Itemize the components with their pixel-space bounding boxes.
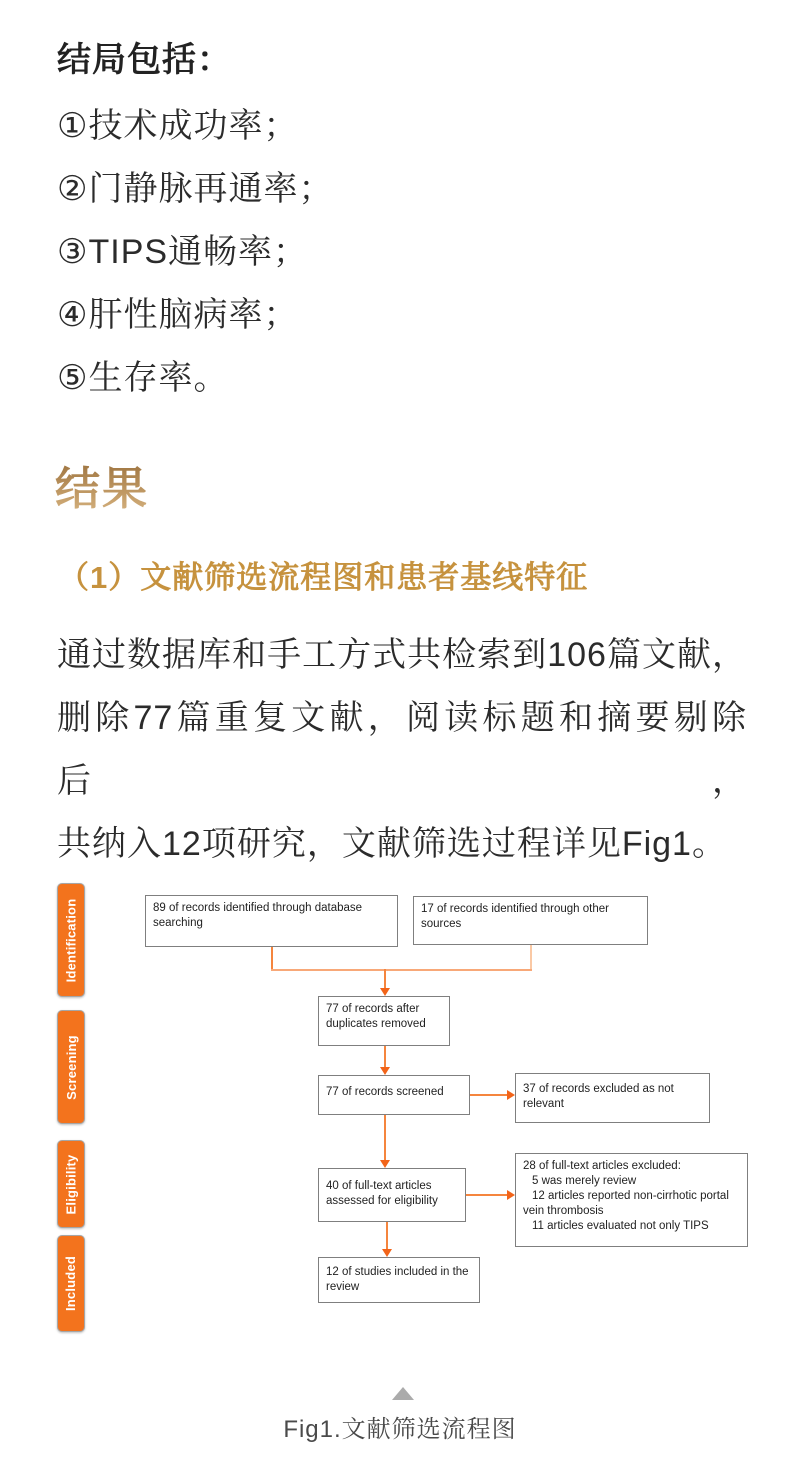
outcome-item-4: ④肝性脑病率；: [57, 296, 299, 334]
arrowhead-to-excluded-screening-icon: [507, 1090, 515, 1100]
flow-box-other-sources: 17 of records identified through other sources: [413, 896, 648, 945]
connector-merge-down: [384, 969, 386, 989]
fulltext-excluded-line-2: 5 was merely review: [532, 1175, 637, 1187]
outcome-item-3: ③TIPS通畅率；: [57, 233, 309, 271]
arrowhead-to-fulltext-icon: [380, 1160, 390, 1168]
flow-box-after-duplicates: 77 of records after duplicates removed: [318, 996, 450, 1046]
fulltext-excluded-line-3: 12 articles reported non-cirrhotic portal vein thrombosis: [523, 1190, 729, 1217]
flow-box-database-records: 89 of records identified through database searching: [145, 895, 398, 947]
arrowhead-to-excluded-fulltext-icon: [507, 1190, 515, 1200]
connector-duplicates-screened: [384, 1046, 386, 1067]
connector-merge-horizontal: [271, 969, 532, 971]
paragraph-line-2: 删除77篇重复文献，阅读标题和摘要剔除后，: [57, 699, 747, 800]
connector-fulltext-excluded: [466, 1194, 507, 1196]
stage-label-included-text: Included: [63, 1255, 79, 1312]
flow-box-fulltext-assessed: 40 of full-text articles assessed for eligibility: [318, 1168, 466, 1222]
paragraph-line-3: 共纳入12项研究，文献筛选过程详见Fig1。: [57, 825, 727, 863]
outcome-item-1: ①技术成功率；: [57, 107, 299, 145]
arrowhead-to-screened-icon: [380, 1067, 390, 1075]
connector-screened-excluded: [470, 1094, 507, 1096]
outcome-item-5: ⑤生存率。: [57, 359, 229, 397]
results-heading: 结果: [55, 464, 150, 514]
stage-label-identification-text: Identification: [63, 898, 79, 982]
stage-label-eligibility-text: Eligibility: [63, 1154, 79, 1214]
arrowhead-to-duplicates-icon: [380, 988, 390, 996]
flow-box-studies-included: 12 of studies included in the review: [318, 1257, 480, 1303]
fulltext-excluded-line-4: 11 articles evaluated not only TIPS: [532, 1220, 709, 1232]
connector-screened-fulltext: [384, 1115, 386, 1160]
connector-fulltext-included: [386, 1222, 388, 1250]
outcomes-heading: 结局包括：: [57, 41, 232, 79]
fulltext-excluded-line-1: 28 of full-text articles excluded:: [523, 1160, 681, 1172]
triangle-up-icon: [392, 1387, 414, 1400]
flow-box-excluded-not-relevant: 37 of records excluded as not relevant: [515, 1073, 710, 1123]
figure-caption: Fig1.文献筛选流程图: [283, 1416, 517, 1443]
flow-box-records-screened: 77 of records screened: [318, 1075, 470, 1115]
stage-label-included: [57, 1235, 85, 1332]
stage-label-eligibility: [57, 1140, 85, 1228]
connector-other-down: [530, 945, 532, 971]
arrowhead-to-included-icon: [382, 1249, 392, 1257]
section-subheading: （1）文献筛选流程图和患者基线特征: [58, 560, 589, 595]
outcome-item-2: ②门静脉再通率；: [57, 170, 334, 208]
stage-label-screening-text: Screening: [63, 1034, 79, 1100]
stage-label-screening: [57, 1010, 85, 1124]
flow-box-fulltext-excluded: [515, 1153, 748, 1247]
connector-database-down: [271, 947, 273, 971]
stage-label-identification: [57, 883, 85, 997]
paragraph-line-1: 通过数据库和手工方式共检索到106篇文献，: [57, 636, 747, 674]
